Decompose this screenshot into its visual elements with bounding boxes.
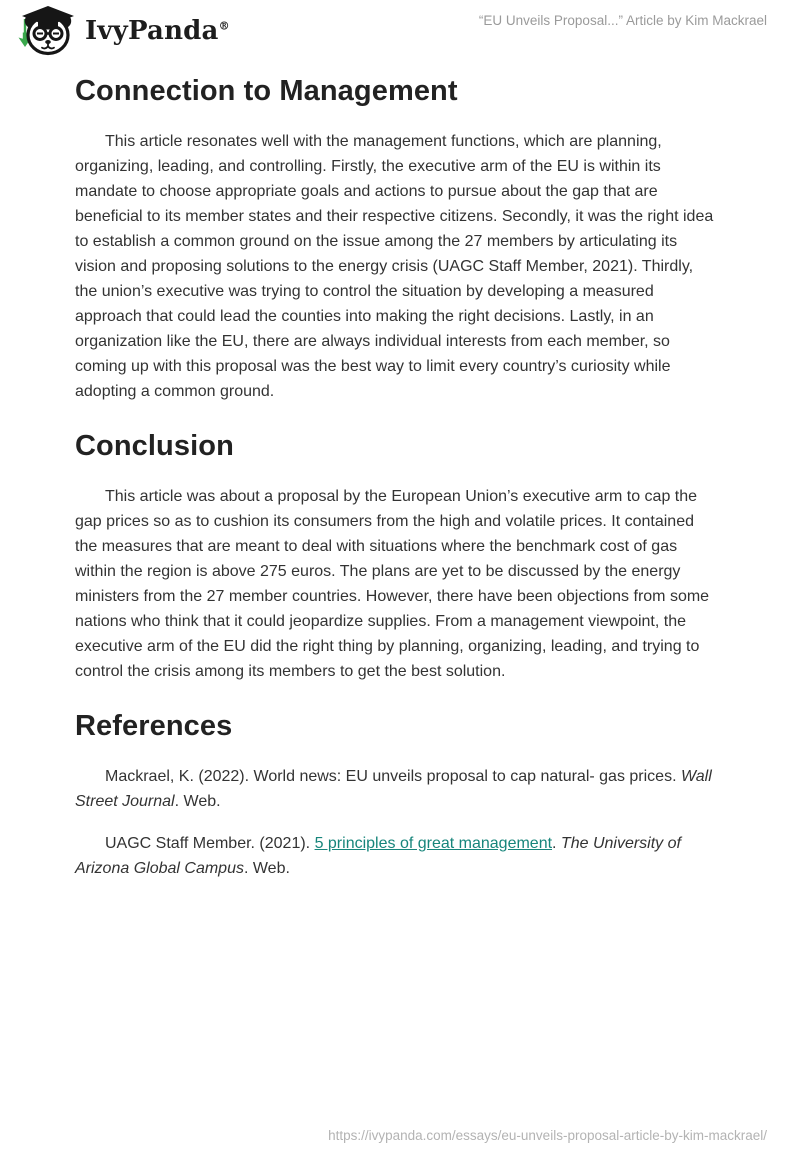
running-head-title: “EU Unveils Proposal...” Article by Kim Mackrael bbox=[478, 13, 767, 28]
logo-text: IvyPanda bbox=[85, 16, 219, 46]
paragraph: This article resonates well with the management functions, which are planning, organizing, leading, and controlling. Firstly, the executive arm of the EU is within its mandate to choose appropriate goals and actions to pursue about the gap that are beneficial to its member states and their respective citizens. Secondly, it was the right idea to establish a common ground on the issue among the 27 members by articulating its vision and proposing solutions to the energy crisis (UAGC Staff Member, 2021). Thirdly, the union’s executive was trying to control the situation by developing a measured approach that could lead the counties into making the right decisions. Lastly, in an organization like the EU, there are always individual interests from each member, so coming up with this proposal was the best way to limit every country’s curiosity while adopting a common ground. bbox=[75, 133, 714, 400]
ivypanda-logo bbox=[14, 5, 230, 57]
registered-trademark-symbol: ® bbox=[218, 19, 230, 33]
reference-text: . bbox=[552, 835, 561, 852]
logo-wordmark bbox=[85, 16, 230, 46]
section-heading-connection-to-management: Connection to Management bbox=[75, 75, 458, 107]
page-header bbox=[0, 0, 800, 62]
reference-source-italic: Wall Street Journal bbox=[75, 768, 712, 810]
reference-list bbox=[75, 764, 718, 881]
paragraph: This article was about a proposal by the European Union’s executive arm to cap the gap prices so as to cushion its consumers from the high and volatile prices. It contained the measures that are meant to deal with situations where the benchmark cost of gas within the region is above 275 euros. The plans are yet to be discussed by the energy ministers from the 27 member countries. However, there have been objections from some nations who think that it could jeopardize supplies. From a management viewpoint, the executive arm of the EU did the right thing by planning, organizing, leading, and trying to control the crisis among its members to get the best solution. bbox=[75, 488, 710, 680]
footer-source-url: https://ivypanda.com/essays/eu-unveils-proposal-article-by-kim-mackrael/ bbox=[328, 1128, 767, 1143]
reference-entry bbox=[75, 764, 718, 814]
reference-text: . Web. bbox=[243, 860, 290, 877]
reference-source-italic: The University of Arizona Global Campus bbox=[75, 835, 681, 877]
reference-entry bbox=[75, 831, 718, 881]
reference-text: UAGC Staff Member. (2021). bbox=[105, 835, 315, 852]
section-heading-references: References bbox=[75, 710, 233, 742]
reference-text: . Web. bbox=[174, 793, 221, 810]
reference-text: Mackrael, K. (2022). World news: EU unveils proposal to cap natural- gas prices. bbox=[105, 768, 681, 785]
section-heading-conclusion: Conclusion bbox=[75, 430, 234, 462]
panda-graduate-icon bbox=[14, 5, 76, 57]
reference-link[interactable]: 5 principles of great management bbox=[314, 835, 553, 852]
document-content bbox=[75, 75, 718, 898]
